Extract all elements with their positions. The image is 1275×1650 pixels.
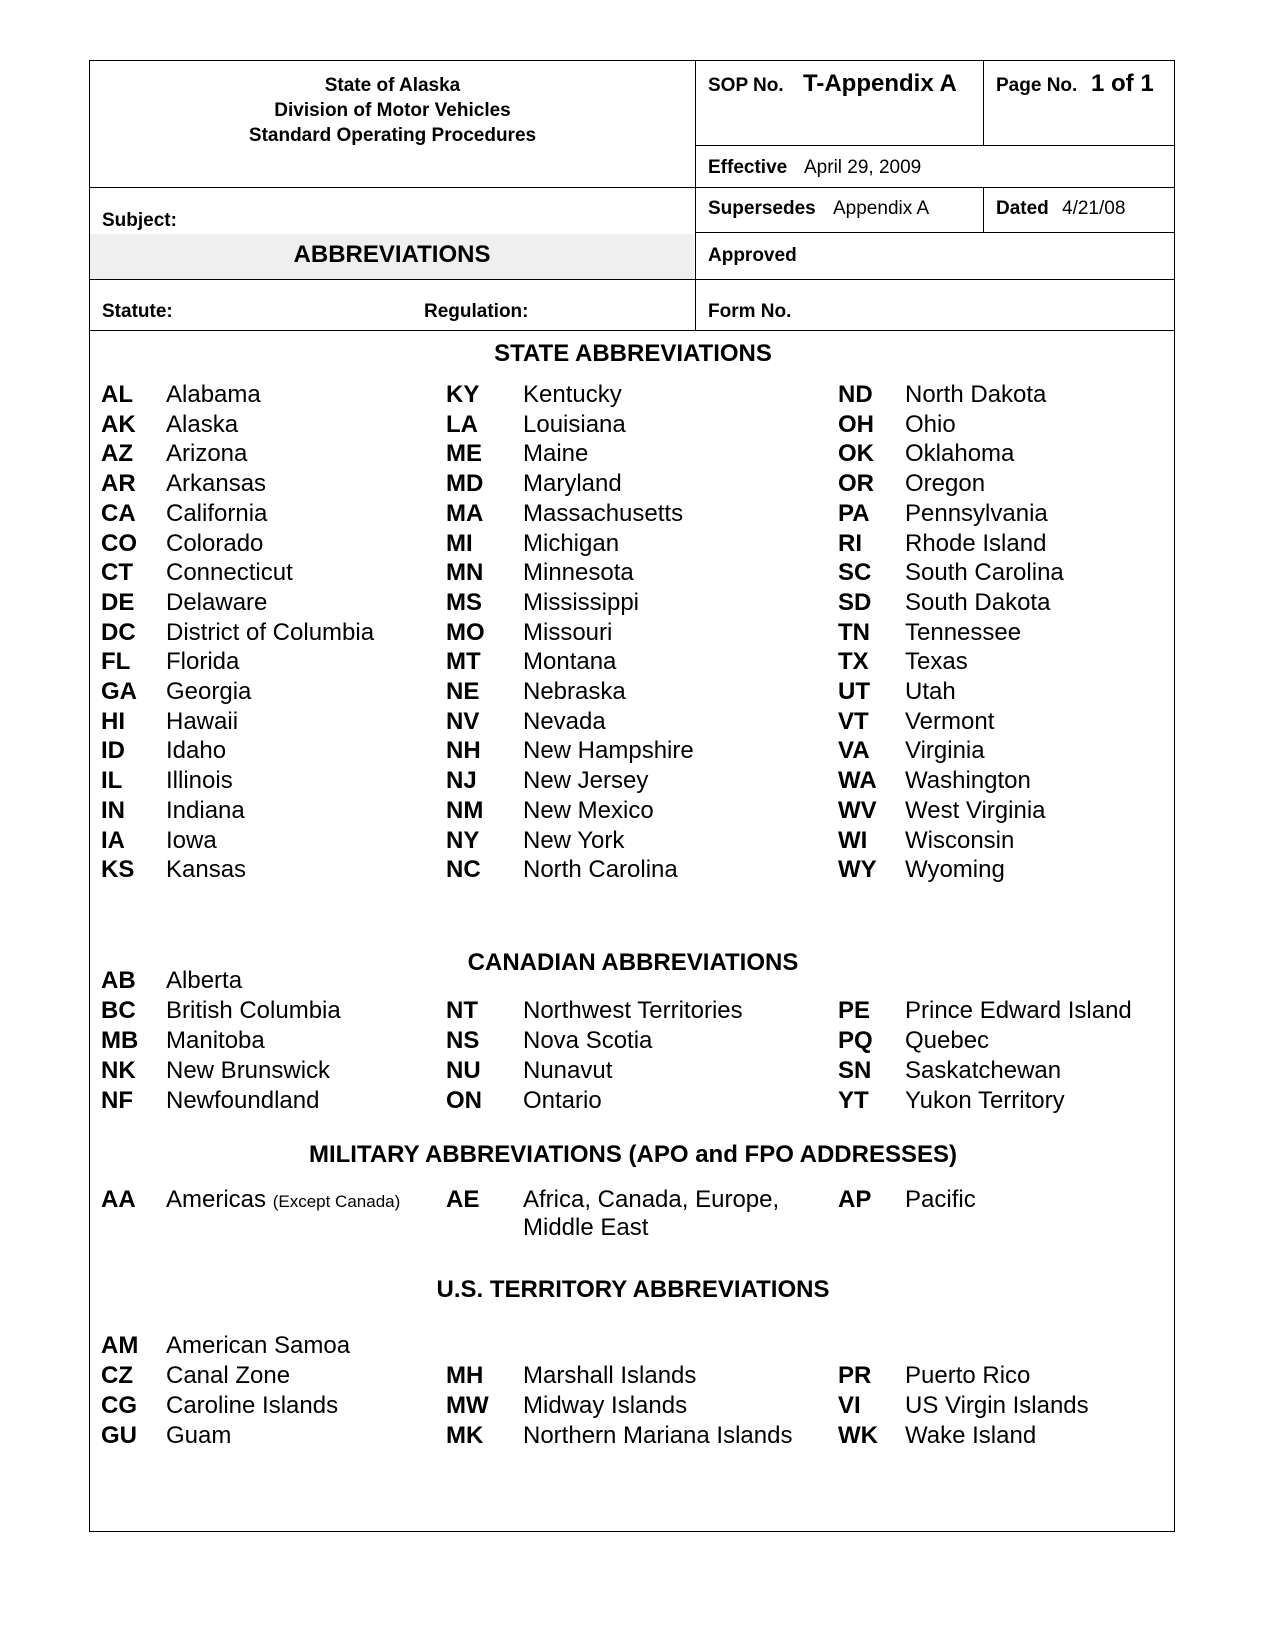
abbr-code: AB: [101, 967, 136, 994]
abbr-code: YT: [838, 1086, 869, 1114]
abbr-name: Marshall Islands: [523, 1362, 697, 1389]
abbr-code: ND: [838, 381, 873, 408]
abbr-code: CO: [101, 529, 137, 557]
abbr-code: PE: [838, 997, 871, 1024]
abbr-name: Montana: [523, 648, 617, 676]
abbr-code: PQ: [838, 1026, 873, 1054]
abbr-name: Louisiana: [523, 410, 626, 438]
abbr-code: MK: [446, 1421, 484, 1449]
org-line-2: Division of Motor Vehicles: [274, 100, 511, 121]
supersedes-label: Supersedes: [708, 198, 816, 219]
page-label: Page No.: [996, 75, 1078, 96]
military-section-title: MILITARY ABBREVIATIONS (APO and FPO ADDRESSES): [308, 1141, 958, 1168]
abbr-name: American Samoa: [166, 1332, 351, 1359]
abbr-name: New Hampshire: [523, 737, 694, 765]
abbr-name: Manitoba: [166, 1026, 265, 1054]
page-value: 1 of 1: [1091, 70, 1154, 97]
subject-label: Subject:: [102, 210, 177, 231]
abbr-name: Northern Mariana Islands: [523, 1421, 793, 1449]
abbr-code: TN: [838, 618, 870, 646]
abbr-code: MH: [446, 1362, 484, 1389]
approved-label: Approved: [708, 245, 797, 266]
abbr-code: IN: [101, 796, 125, 824]
abbr-code: ME: [446, 440, 482, 468]
abbr-name: Rhode Island: [905, 529, 1047, 557]
abbr-name: Minnesota: [523, 559, 634, 587]
abbr-code: VA: [838, 737, 870, 765]
abbr-name: British Columbia: [166, 996, 341, 1024]
abbr-name: South Dakota: [905, 588, 1051, 616]
abbr-name: Mississippi: [523, 588, 640, 616]
abbr-name: Guam: [166, 1421, 232, 1449]
statute-cell: [89, 279, 696, 331]
abbr-code: PA: [838, 499, 870, 527]
abbr-code: SN: [838, 1056, 872, 1084]
abbr-code: UT: [838, 678, 870, 705]
abbr-name: Arizona: [166, 440, 248, 468]
abbr-name: Maine: [523, 440, 589, 468]
abbr-code: KY: [446, 381, 480, 408]
abbr-code: CZ: [101, 1361, 133, 1389]
abbr-name: Vermont: [905, 707, 995, 735]
abbr-name: Middle East: [523, 1214, 649, 1241]
abbr-code: NC: [446, 856, 481, 884]
abbr-code: RI: [838, 529, 862, 557]
abbr-code: LA: [446, 410, 478, 438]
abbr-code: NT: [446, 997, 478, 1024]
abbr-name: Newfoundland: [166, 1086, 320, 1114]
abbr-code: KS: [101, 856, 135, 884]
abbr-name: Wyoming: [905, 856, 1005, 884]
sop-value: T-Appendix A: [803, 70, 957, 97]
abbr-name: Texas: [905, 648, 968, 676]
abbr-name: Georgia: [166, 678, 252, 705]
abbr-code: CT: [101, 559, 133, 587]
abbr-name: Washington: [905, 767, 1031, 795]
abbr-code: NH: [446, 737, 481, 765]
abbr-code: OH: [838, 410, 874, 438]
abbr-name: Wisconsin: [905, 826, 1015, 854]
supersedes-cell: [695, 187, 984, 233]
abbr-code: IL: [101, 767, 123, 795]
abbr-name: Colorado: [166, 529, 264, 557]
statute-label: Statute:: [102, 301, 173, 322]
abbr-name: North Carolina: [523, 856, 678, 884]
org-line-1: State of Alaska: [324, 75, 461, 96]
abbr-code: MW: [446, 1391, 489, 1419]
abbr-name: New Mexico: [523, 796, 654, 824]
abbr-code: TX: [838, 648, 869, 676]
abbr-code: AE: [446, 1186, 480, 1213]
abbr-name: Yukon Territory: [905, 1086, 1065, 1114]
abbr-code: SC: [838, 559, 872, 587]
abbr-name: Nunavut: [523, 1056, 613, 1084]
subject-value: ABBREVIATIONS: [293, 241, 491, 268]
abbr-code: NV: [446, 707, 480, 735]
regulation-label: Regulation:: [424, 301, 529, 322]
abbr-code: VI: [838, 1391, 861, 1419]
list-item: [90, 1212, 1176, 1243]
abbr-code: WI: [838, 826, 868, 854]
supersedes-value: Appendix A: [833, 198, 930, 219]
abbr-name: Oklahoma: [905, 440, 1015, 468]
abbr-name: South Carolina: [905, 559, 1064, 587]
canadian-section-title: CANADIAN ABBREVIATIONS: [467, 949, 799, 976]
abbr-name-text: Americas: [166, 1186, 267, 1213]
abbr-name: New York: [523, 826, 625, 854]
abbr-code: ON: [446, 1086, 482, 1114]
territory-section-title: U.S. TERRITORY ABBREVIATIONS: [436, 1276, 830, 1303]
org-line-3: Standard Operating Procedures: [248, 125, 537, 146]
dated-label: Dated: [996, 198, 1049, 219]
abbr-code: CG: [101, 1391, 137, 1419]
abbr-name: Kentucky: [523, 381, 622, 408]
form-cell: [695, 279, 1175, 331]
abbr-name: Missouri: [523, 618, 613, 646]
abbr-name: Michigan: [523, 529, 620, 557]
abbr-code: AL: [101, 381, 133, 408]
abbr-code: OR: [838, 470, 874, 498]
abbr-name: Connecticut: [166, 559, 293, 587]
list-item: [90, 1184, 1176, 1215]
abbr-name: Nova Scotia: [523, 1026, 653, 1054]
effective-cell: [695, 145, 1175, 189]
abbr-name: Ontario: [523, 1086, 602, 1114]
sop-header: [89, 60, 1175, 330]
sop-label: SOP No.: [708, 75, 784, 96]
abbr-name: California: [166, 499, 268, 527]
abbr-code: SD: [838, 588, 872, 616]
abbr-name: New Jersey: [523, 767, 649, 795]
abbr-code: MT: [446, 648, 481, 676]
abbr-name: Utah: [905, 678, 956, 705]
abbr-code: NE: [446, 678, 480, 705]
abbr-name: Hawaii: [166, 707, 239, 735]
abbr-code: DC: [101, 618, 136, 646]
abbr-code: NS: [446, 1026, 480, 1054]
abbr-code: HI: [101, 707, 125, 735]
abbr-code: ID: [101, 737, 125, 765]
abbr-code: OK: [838, 440, 874, 468]
abbr-code: CA: [101, 499, 136, 527]
subject-cell: [89, 187, 696, 280]
abbr-code: AM: [101, 1332, 139, 1359]
abbr-code: MD: [446, 470, 484, 498]
org-cell: [89, 60, 696, 188]
abbr-name: Arkansas: [166, 470, 267, 498]
abbr-code: GA: [101, 678, 137, 705]
abbr-name: Northwest Territories: [523, 997, 743, 1024]
abbr-name: Prince Edward Island: [905, 997, 1132, 1024]
abbr-name: Virginia: [905, 737, 985, 765]
abbr-name: Pennsylvania: [905, 499, 1048, 527]
abbr-name: Pacific: [905, 1186, 976, 1213]
abbr-code: AA: [101, 1186, 136, 1213]
abbr-note: (Except Canada): [272, 1192, 401, 1211]
sop-cell: [695, 60, 984, 146]
abbr-code: AP: [838, 1186, 872, 1213]
abbr-code: NY: [446, 826, 480, 854]
abbr-code: MB: [101, 1026, 139, 1054]
abbr-name: Kansas: [166, 856, 247, 884]
abbr-name: Alberta: [166, 967, 243, 994]
abbr-code: MA: [446, 499, 484, 527]
abbr-code: NF: [101, 1086, 133, 1114]
abbr-code: NK: [101, 1056, 136, 1084]
abbr-name: Alabama: [166, 381, 261, 408]
abbr-code: WV: [838, 796, 877, 824]
abbr-name: Nebraska: [523, 678, 626, 705]
abbr-name: Puerto Rico: [905, 1362, 1031, 1389]
dated-cell: [983, 187, 1175, 233]
abbr-name: US Virgin Islands: [905, 1391, 1089, 1419]
abbr-code: GU: [101, 1421, 137, 1449]
abbr-code: FL: [101, 648, 131, 676]
abbr-name: Midway Islands: [523, 1391, 688, 1419]
dated-value: 4/21/08: [1062, 198, 1126, 219]
abbr-name: Nevada: [523, 707, 606, 735]
effective-value: April 29, 2009: [804, 157, 922, 178]
abbr-code: PR: [838, 1362, 872, 1389]
abbr-code: IA: [101, 826, 125, 854]
abbr-code: AZ: [101, 440, 133, 468]
abbr-code: NJ: [446, 767, 477, 795]
abbr-name: Maryland: [523, 470, 622, 498]
page-cell: [983, 60, 1175, 146]
abbr-name: Saskatchewan: [905, 1056, 1062, 1084]
abbr-name: Ohio: [905, 410, 956, 438]
abbr-code: NU: [446, 1056, 481, 1084]
abbr-name: Idaho: [166, 737, 227, 765]
abbr-name: Massachusetts: [523, 499, 684, 527]
abbr-code: NM: [446, 796, 484, 824]
abbr-code: VT: [838, 707, 869, 735]
abbr-name: New Brunswick: [166, 1056, 331, 1084]
abbr-name: District of Columbia: [166, 618, 375, 646]
state-section-title: STATE ABBREVIATIONS: [494, 340, 772, 367]
abbr-code: WY: [838, 856, 877, 884]
abbr-code: AR: [101, 470, 136, 498]
abbr-code: MS: [446, 588, 482, 616]
abbr-code: BC: [101, 996, 136, 1024]
abbr-name: Quebec: [905, 1026, 990, 1054]
abbr-code: WA: [838, 767, 877, 795]
abbr-name: Illinois: [166, 767, 233, 795]
abbr-code: DE: [101, 588, 135, 616]
abbr-code: WK: [838, 1421, 878, 1449]
abbr-code: MO: [446, 618, 485, 646]
abbr-code: MN: [446, 559, 484, 587]
abbr-code: MI: [446, 529, 473, 557]
abbr-name: Tennessee: [905, 618, 1022, 646]
abbr-name: Indiana: [166, 796, 245, 824]
abbr-name: Iowa: [166, 826, 217, 854]
abbr-name: Caroline Islands: [166, 1391, 339, 1419]
abbreviations-body: [89, 329, 1175, 1532]
abbr-name: Delaware: [166, 588, 268, 616]
abbr-name: North Dakota: [905, 381, 1047, 408]
abbr-name: Alaska: [166, 410, 239, 438]
effective-label: Effective: [708, 157, 788, 178]
abbr-name: West Virginia: [905, 796, 1046, 824]
abbr-name: Canal Zone: [166, 1361, 291, 1389]
abbr-name: Florida: [166, 648, 240, 676]
abbr-code: AK: [101, 410, 136, 438]
approved-cell: [695, 232, 1175, 280]
abbr-name: Africa, Canada, Europe,: [523, 1186, 780, 1213]
abbr-name: Wake Island: [905, 1421, 1037, 1449]
abbr-name: Oregon: [905, 470, 986, 498]
form-label: Form No.: [708, 301, 792, 322]
